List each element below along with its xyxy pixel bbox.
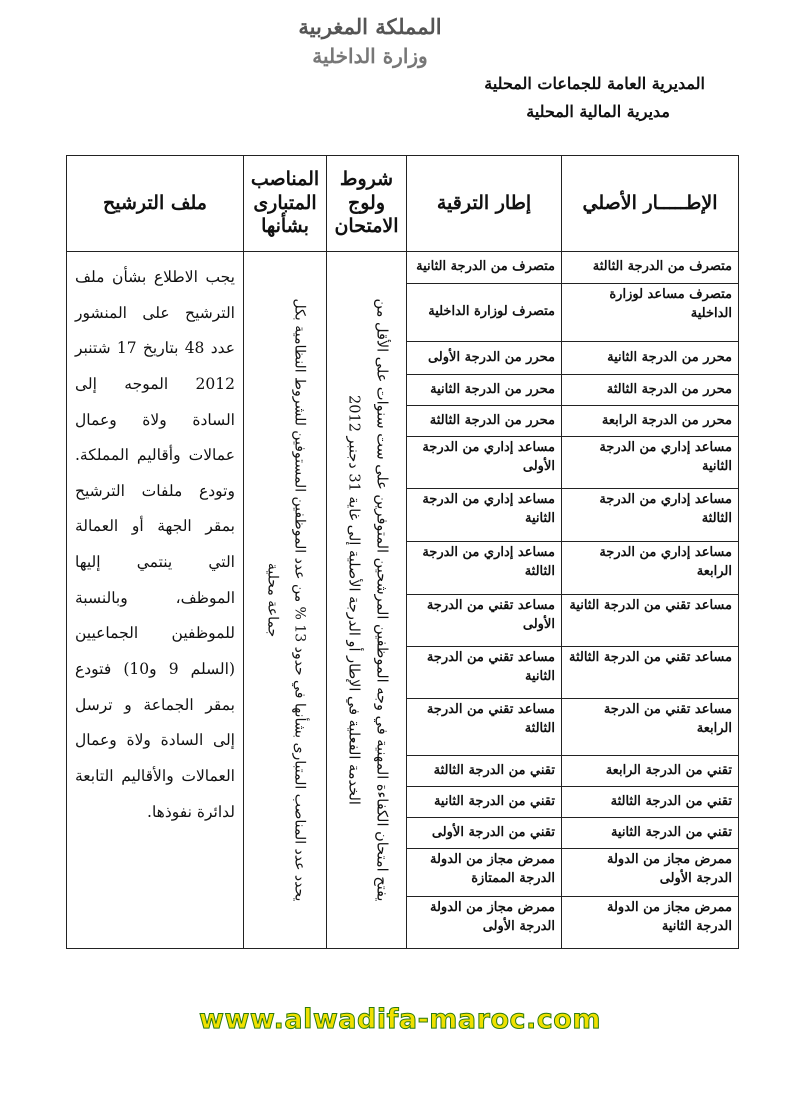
kingdom-title: المملكة المغربية (298, 14, 442, 39)
directorate-general: المديرية العامة للجماعات المحلية (484, 74, 705, 93)
original-grade-cell: محرر من الدرجة الثانية (562, 342, 739, 375)
promotion-grade-cell: تقني من الدرجة الأولى (407, 818, 562, 849)
original-grade-cell: تقني من الدرجة الرابعة (562, 756, 739, 787)
original-grade-cell: مساعد تقني من الدرجة الثالثة (562, 647, 739, 699)
promotion-table (66, 155, 739, 949)
original-grade-cell: مساعد تقني من الدرجة الثانية (562, 595, 739, 647)
posts-text: يحدد عدد المناصب المتبارى بشأنها في حدود 13 % من عدد الموظفين المستوفين للشروط النظامية بكل جماعة محلية (264, 298, 308, 902)
original-grade-cell: ممرض مجاز من الدولة الدرجة الأولى (562, 849, 739, 897)
website-watermark: www.alwadifa-maroc.com (199, 1004, 601, 1035)
original-grade-cell: محرر من الدرجة الرابعة (562, 406, 739, 437)
promotion-grade-cell: مساعد إداري من الدرجة الثانية (407, 489, 562, 542)
promotion-grade-cell: متصرف لوزارة الداخلية (407, 284, 562, 342)
promotion-grade-cell: محرر من الدرجة الأولى (407, 342, 562, 375)
ministry-title: وزارة الداخلية (312, 44, 428, 68)
promotion-grade-cell: تقني من الدرجة الثانية (407, 787, 562, 818)
promotion-grade-cell: ممرض مجاز من الدولة الدرجة الممتازة (407, 849, 562, 897)
conditions-text: يفتح امتحان الكفاءة المهنية في وجه الموظفين المرشحين المتوفرين على ست سنوات على الأقل من الخدمة الفعلية في الإطار أو الدرجة الأصلية إلى غاية 31 دجنبر 2012 (345, 298, 390, 902)
original-grade-cell: تقني من الدرجة الثالثة (562, 787, 739, 818)
original-grade-cell: متصرف مساعد لوزارة الداخلية (562, 284, 739, 342)
header-original-frame: الإطـــــار الأصلي (562, 156, 739, 252)
letterhead (0, 0, 800, 140)
promotion-grade-cell: محرر من الدرجة الثالثة (407, 406, 562, 437)
header-posts: المناصب المتبارى بشأنها (244, 156, 327, 252)
directorate: مديرية المالية المحلية (526, 102, 670, 121)
original-grade-cell: محرر من الدرجة الثالثة (562, 375, 739, 406)
promotion-grade-cell: مساعد تقني من الدرجة الثانية (407, 647, 562, 699)
posts-cell (244, 252, 327, 949)
original-grade-cell: ممرض مجاز من الدولة الدرجة الثانية (562, 897, 739, 949)
original-grade-cell: مساعد إداري من الدرجة الثالثة (562, 489, 739, 542)
table-row (67, 252, 739, 284)
original-grade-cell: تقني من الدرجة الثانية (562, 818, 739, 849)
promotion-grade-cell: مساعد تقني من الدرجة الأولى (407, 595, 562, 647)
promotion-grade-cell: محرر من الدرجة الثانية (407, 375, 562, 406)
promotion-grade-cell: متصرف من الدرجة الثانية (407, 252, 562, 284)
promotion-grade-cell: تقني من الدرجة الثالثة (407, 756, 562, 787)
file-text: يجب الاطلاع بشأن ملف الترشيح على المنشور عدد 48 بتاريخ 17 شتنبر 2012 الموجه إلى السادة ولاة وعمال عمالات وأقاليم المملكة. وتودع ملفات الترشيح بمقر الجهة أو العمالة التي ينتمي إليها الموظف، وبالنسبة للموظفين الجماعيين (السلم 9 و10) فتودع بمقر الجماعة و ترسل إلى السادة ولاة وعمال العمالات والأقاليم التابعة لدائرة نفوذها. (75, 268, 235, 821)
original-grade-cell: متصرف من الدرجة الثالثة (562, 252, 739, 284)
file-cell (67, 252, 244, 949)
promotion-grade-cell: ممرض مجاز من الدولة الدرجة الأولى (407, 897, 562, 949)
promotion-grade-cell: مساعد إداري من الدرجة الثالثة (407, 542, 562, 595)
header-conditions: شروط ولوج الامتحان (327, 156, 407, 252)
table-header-row (67, 156, 739, 252)
promotion-grade-cell: مساعد تقني من الدرجة الثالثة (407, 699, 562, 756)
conditions-cell (327, 252, 407, 949)
header-promotion-frame: إطار الترقية (407, 156, 562, 252)
original-grade-cell: مساعد تقني من الدرجة الرابعة (562, 699, 739, 756)
header-file: ملف الترشيح (67, 156, 244, 252)
promotion-grade-cell: مساعد إداري من الدرجة الأولى (407, 437, 562, 489)
original-grade-cell: مساعد إداري من الدرجة الثانية (562, 437, 739, 489)
original-grade-cell: مساعد إداري من الدرجة الرابعة (562, 542, 739, 595)
